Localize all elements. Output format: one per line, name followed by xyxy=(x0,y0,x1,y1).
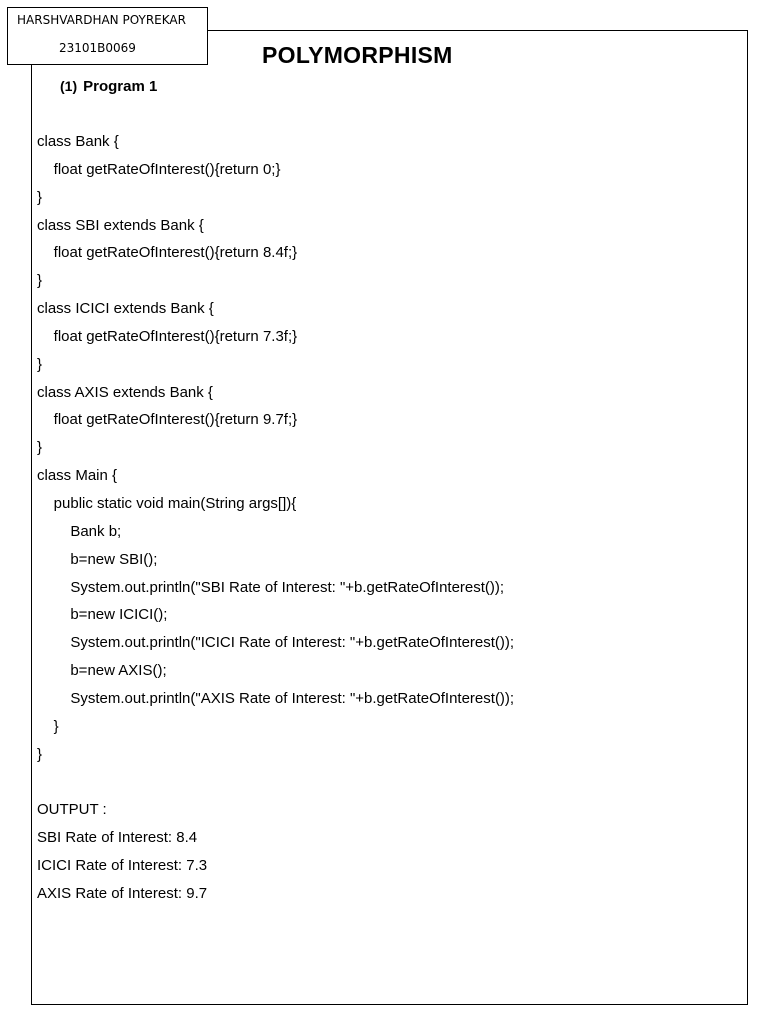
code-line: } xyxy=(37,439,43,457)
program-heading xyxy=(60,78,157,96)
output-section xyxy=(37,796,207,907)
code-line: public static void main(String args[]){ xyxy=(37,494,297,512)
output-line: SBI Rate of Interest: 8.4 xyxy=(37,828,198,846)
code-line: System.out.println("ICICI Rate of Interest: "+b.getRateOfInterest()); xyxy=(37,634,515,652)
code-line: System.out.println("AXIS Rate of Interest: "+b.getRateOfInterest()); xyxy=(37,689,515,707)
code-line: } xyxy=(37,188,43,206)
code-line: class AXIS extends Bank { xyxy=(37,383,213,401)
code-line: float getRateOfInterest(){return 0;} xyxy=(37,160,281,178)
output-line: AXIS Rate of Interest: 9.7 xyxy=(37,884,208,902)
code-listing xyxy=(37,128,514,768)
code-line: Bank b; xyxy=(37,522,122,540)
code-line: class SBI extends Bank { xyxy=(37,216,204,234)
code-line: System.out.println("SBI Rate of Interest: "+b.getRateOfInterest()); xyxy=(37,578,505,596)
code-line: float getRateOfInterest(){return 8.4f;} xyxy=(37,244,298,262)
program-number: (1) xyxy=(60,78,78,94)
program-label: Program 1 xyxy=(83,78,158,95)
code-line: float getRateOfInterest(){return 9.7f;} xyxy=(37,411,298,429)
code-line: } xyxy=(37,272,43,290)
code-line: } xyxy=(37,355,43,373)
code-line: b=new ICICI(); xyxy=(37,606,168,624)
roll-number: 23101B0069 xyxy=(59,41,136,55)
code-line: class ICICI extends Bank { xyxy=(37,300,214,318)
author-name: HARSHVARDHAN POYREKAR xyxy=(17,13,186,27)
code-line: class Main { xyxy=(37,467,118,485)
code-line: b=new SBI(); xyxy=(37,550,158,568)
code-line: class Bank { xyxy=(37,133,119,150)
output-label: OUTPUT : xyxy=(37,801,107,818)
code-line: } xyxy=(37,745,43,763)
author-box xyxy=(7,7,208,65)
output-line: ICICI Rate of Interest: 7.3 xyxy=(37,856,208,874)
code-line: } xyxy=(37,717,59,735)
code-line: b=new AXIS(); xyxy=(37,662,167,680)
code-line: float getRateOfInterest(){return 7.3f;} xyxy=(37,327,298,345)
page-title: POLYMORPHISM xyxy=(262,42,453,68)
